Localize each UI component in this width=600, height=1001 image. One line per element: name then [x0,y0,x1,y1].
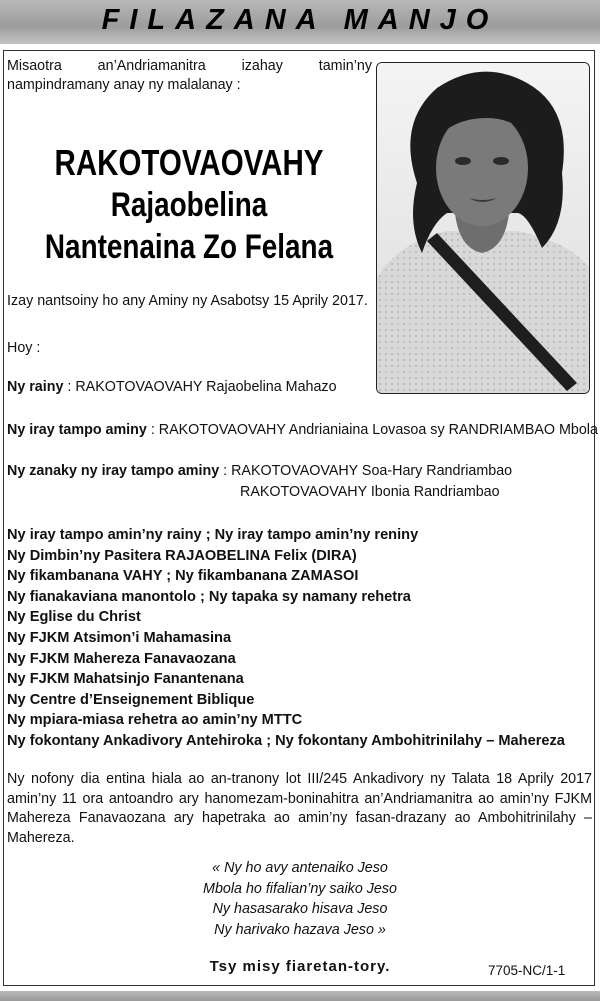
nephews-value-2: RAKOTOVAOVAHY Ibonia Randriambao [240,484,500,500]
family-nephews-row [7,462,512,481]
intro-text: Misaotra an’Andriamanitra izahay tamin’ny nampindramany anay ny malalanay : [7,58,372,93]
list-item: Ny mpiara-miasa rehetra ao amin’ny MTTC [7,712,303,729]
page-title: FILAZANA MANJO [101,4,499,36]
siblings-label: Ny iray tampo aminy [7,422,147,438]
deceased-surname: RAKOTOVAOVAHY [54,142,324,183]
footer-band [0,991,600,1001]
reference-code: 7705-NC/1-1 [488,963,566,978]
list-item: Ny FJKM Mahatsinjo Fanantenana [7,671,244,688]
mourners-list [7,525,565,752]
funeral-details: Ny nofony dia entina hiala ao an-tranony lot III/245 Ankadivory ny Talata 18 Aprily 2017 amin’ny 11 ora antoandro ary hanomezam-boninahitra an’Andriamanitra ao amin’ny FJKM Mahereza Fanavaozana ary hapetraka ao amin’ny fasan-drazany ao Ambohitrinilahy – Mahereza. [7,771,592,846]
verse-line: Mbola ho fifalian’ny saiko Jeso [203,880,397,897]
deceased-given-name-2: Nantenaina Zo Felana [44,228,334,266]
hoy-label: Hoy : [7,340,41,356]
header-band [0,0,600,44]
list-item: Ny FJKM Atsimon’i Mahamasina [7,629,232,646]
siblings-value: : RAKOTOVAOVAHY Andrianiaina Lovasoa sy RANDRIAMBAO Mbola [150,422,598,438]
nephews-label: Ny zanaky ny iray tampo aminy [7,463,220,479]
nephews-value-1: : RAKOTOVAOVAHY Soa-Hary Randriambao [223,463,513,479]
list-item: Ny fokontany Ankadivory Antehiroka ; Ny fokontany Ambohitrinilahy – Mahereza [7,732,565,749]
family-siblings-row [7,421,598,440]
father-value: : RAKOTOVAOVAHY Rajaobelina Mahazo [67,379,337,395]
list-item: Ny iray tampo amin’ny rainy ; Ny iray tampo amin’ny reniny [7,527,419,543]
list-item: Ny fianakaviana manontolo ; Ny tapaka sy namany rehetra [7,588,411,605]
portrait-photo [376,62,590,394]
closing-line: Tsy misy fiaretan-tory. [209,958,391,975]
verse-line: Ny hasasarako hisava Jeso [212,901,388,918]
portrait-illustration [377,63,589,393]
death-notice: Izay nantsoiny ho any Aminy ny Asabotsy 15 Aprily 2017. [7,293,368,309]
father-label: Ny rainy [7,379,64,395]
list-item: Ny FJKM Mahereza Fanavaozana [7,650,236,667]
verse-line: Ny harivako hazava Jeso » [214,921,386,938]
list-item: Ny Eglise du Christ [7,609,141,626]
list-item: Ny Dimbin’ny Pasitera RAJAOBELINA Felix (DIRA) [7,547,357,564]
deceased-given-name-1: Rajaobelina [110,186,268,224]
list-item: Ny fikambanana VAHY ; Ny fikambanana ZAMASOI [7,568,359,585]
family-father-row [7,378,337,397]
list-item: Ny Centre d’Enseignement Biblique [7,691,255,708]
verse-block [0,858,600,940]
verse-line: « Ny ho avy antenaiko Jeso [212,860,388,876]
